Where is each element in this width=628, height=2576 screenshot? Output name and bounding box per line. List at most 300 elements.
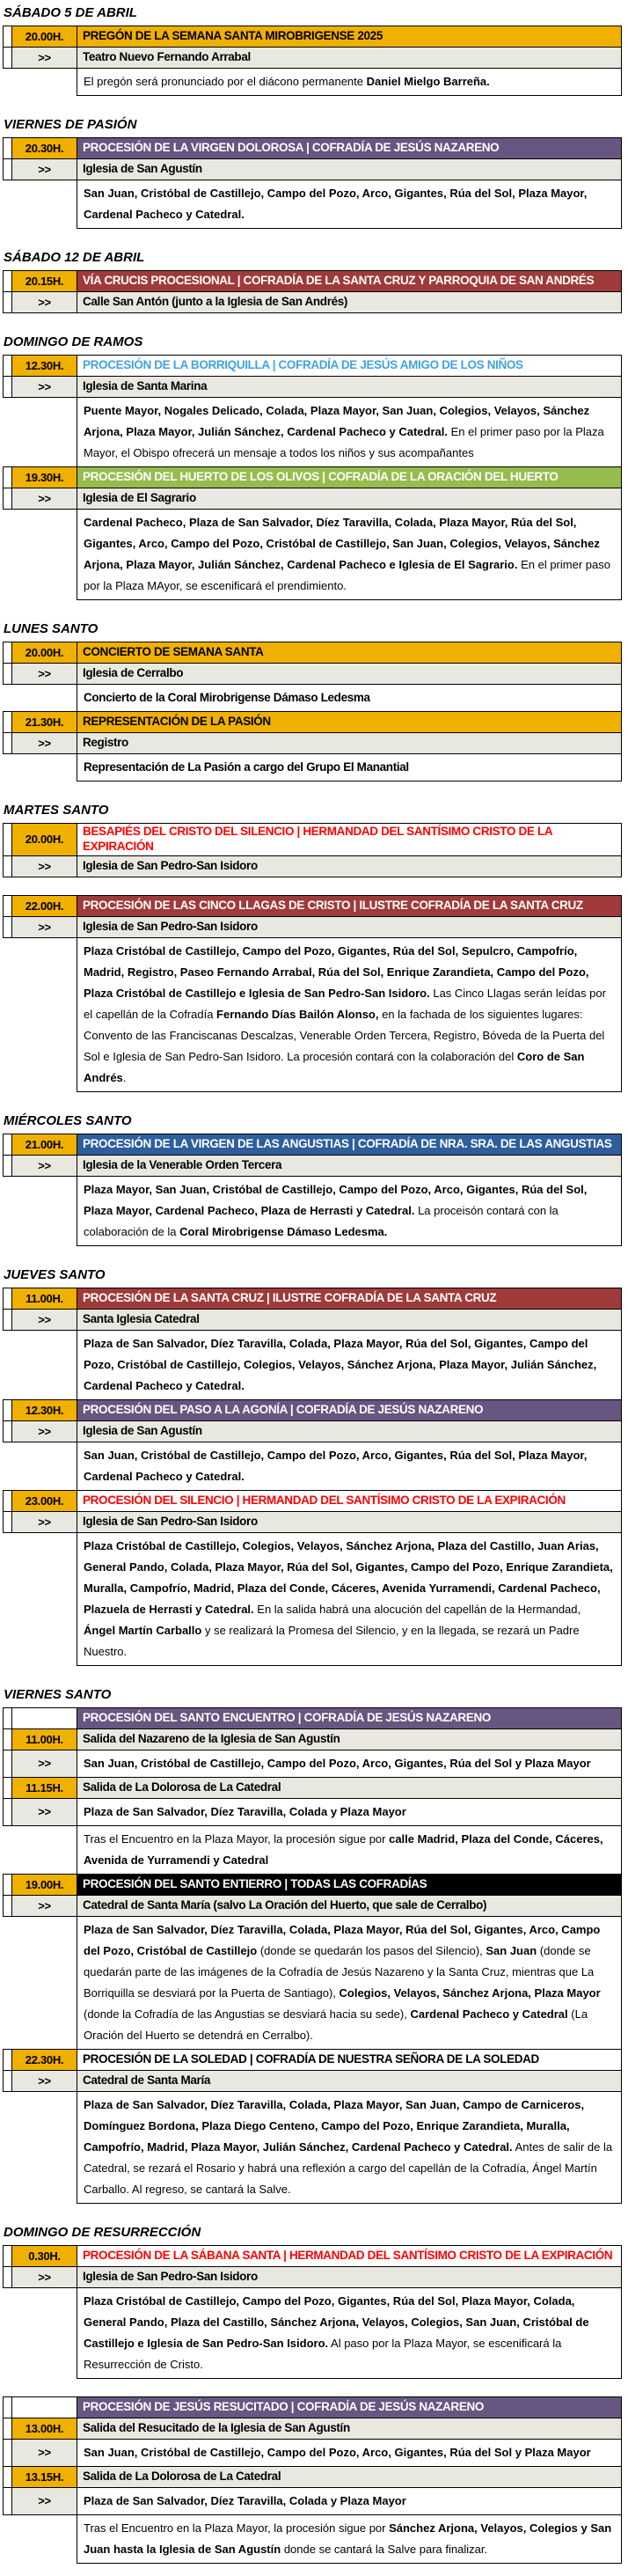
left-gutter: [4, 712, 12, 733]
description-bold-segment: Fernando Días Bailón Alonso,: [216, 1007, 379, 1021]
salida-cell: Salida de La Dolorosa de La Catedral: [77, 2466, 622, 2487]
row-title: [4, 1707, 622, 1728]
description-bold-segment: Plaza Cristóbal de Castillejo, Campo del Pozo, Gigantes, Rúa del Sol, Sepulcro, Campofrío, Madrid, Registro, Paseo Fernando Arrabal, Rúa del Sol, Enrique Zarandieta, Campo del Pozo, Plaza Cristóbal de Castillejo e Iglesia de San Pedro-San Isidoro.: [84, 943, 589, 1000]
left-gutter: [4, 1155, 12, 1176]
time-gutter: [12, 510, 77, 600]
time-cell: 20.15H.: [12, 271, 77, 292]
description-segment: y se realizará la Promesa del Silencio, y en la llegada, se rezará un Padre Nuestro.: [84, 1623, 580, 1658]
description-bold-segment: Sánchez Arjona, Velayos, Colegios y San Juan hasta la Iglesia de San Agustín: [84, 2521, 612, 2556]
event-table-body: [4, 1707, 622, 2203]
location-cell: Iglesia de Santa Marina: [77, 377, 622, 398]
description-segment: En el primer paso por la Plaza MAyor, se escenificará el prendimiento.: [84, 558, 610, 592]
event-table-body: [4, 2245, 622, 2378]
chevron-cell: >>: [12, 159, 77, 180]
left-gutter: [4, 159, 12, 180]
description-bold-segment: Puente Mayor, Nogales Delicado, Colada, Plaza Mayor, San Juan, Colegios, Velayos, Sánchez Arjona, Plaza Mayor, Julián Sánchez, Cardenal Pacheco y Catedral.: [84, 404, 590, 438]
left-gutter: [4, 1399, 12, 1420]
row-desc: [4, 510, 622, 600]
description-bold-segment: calle Madrid, Plaza del Conde, Cáceres, Avenida de Yurramendi y Catedral: [84, 1831, 603, 1867]
description-cell: [77, 2287, 622, 2378]
location-cell: Catedral de Santa María: [77, 2070, 622, 2091]
left-gutter: [4, 292, 12, 313]
description-segment: donde se cantará la Salve para finalizar.: [281, 2542, 488, 2556]
time-gutter: [12, 180, 77, 229]
time-cell: 20.30H.: [12, 138, 77, 159]
row-title: [4, 1288, 622, 1309]
description-cell: [77, 510, 622, 600]
row-title: [4, 2396, 622, 2418]
day-header: DOMINGO DE RAMOS: [4, 334, 143, 349]
row-desc: [4, 1916, 622, 2049]
empty-time-cell: [12, 1707, 77, 1728]
event-table: [3, 823, 622, 877]
description-bold-segment: Plaza Cristóbal de Castillejo, Colegios, Velayos, Sánchez Arjona, Plaza del Castillo, Juan Arias, General Pando, Colada, Plaza Mayor, Rúa del Sol, Gigantes, Campo del Pozo, Enrique Zarandieta, Muralla, Campofrío, Madrid, Plaza del Conde, Cáceres, Avenida Yurramendi, Cardenal Pacheco, Plazuela de Herrasti y Catedral.: [84, 1538, 613, 1616]
left-gutter: [4, 1288, 12, 1309]
left-gutter: [4, 1750, 12, 1777]
location-cell: Santa Iglesia Catedral: [77, 1309, 622, 1330]
left-gutter: [4, 824, 12, 856]
row-loc: [4, 1155, 622, 1176]
route-cell: [77, 1798, 622, 1825]
left-gutter: [4, 138, 12, 159]
day-section: [3, 334, 624, 600]
row-desc: [4, 1442, 622, 1490]
description-cell: [77, 1532, 622, 1665]
row-desc: [4, 1176, 622, 1245]
description-cell: [77, 685, 622, 712]
event-table: [3, 895, 622, 1092]
row-title: [4, 1134, 622, 1155]
description-bold-segment: Plaza de San Salvador, Díez Taravilla, Colada, Plaza Mayor, Rúa del Sol, Gigantes, Arco, Campo del Pozo, Cristóbal de Castillejo: [84, 1922, 601, 1957]
left-gutter: [4, 733, 12, 754]
event-table: [3, 355, 622, 600]
left-gutter: [4, 48, 12, 69]
left-gutter: [4, 2091, 12, 2203]
time-gutter: [12, 2287, 77, 2378]
time-cell: 13.00H.: [12, 2418, 77, 2439]
day-section: [3, 117, 624, 229]
location-cell: Iglesia de Cerralbo: [77, 664, 622, 685]
row-salida: [4, 2466, 622, 2487]
time-cell: 12.30H.: [12, 356, 77, 377]
left-gutter: [4, 180, 12, 229]
time-gutter: [12, 1532, 77, 1665]
left-gutter: [4, 1490, 12, 1511]
description-bold-segment: Colegios, Velayos, Sánchez Arjona, Plaza Mayor: [339, 1985, 601, 2000]
description-bold-segment: Coro de San Andrés: [84, 1049, 585, 1084]
chevron-cell: >>: [12, 1420, 77, 1442]
day-section: [3, 621, 624, 782]
description-cell: [77, 2091, 622, 2203]
route-segment: San Juan, Cristóbal de Castillejo, Campo del Pozo, Arco, Gigantes, Rúa del Sol y Plaza Mayor: [84, 1756, 591, 1770]
chevron-cell: >>: [12, 2070, 77, 2091]
left-gutter: [4, 2245, 12, 2266]
description-cell: [77, 937, 622, 1091]
event-title: PROCESIÓN DE LA VIRGEN DE LAS ANGUSTIAS | COFRADÍA DE NRA. SRA. DE LAS ANGUSTIAS: [77, 1134, 622, 1155]
left-gutter: [4, 488, 12, 510]
left-gutter: [4, 642, 12, 664]
description-segment: (donde la Cofradía de las Angustias se desviará hacia su sede),: [84, 2007, 411, 2021]
chevron-cell: >>: [12, 1895, 77, 1916]
time-gutter: [12, 1442, 77, 1490]
salida-cell: Salida del Resucitado de la Iglesia de San Agustín: [77, 2418, 622, 2439]
left-gutter: [4, 2070, 12, 2091]
location-cell: Calle San Antón (junto a la Iglesia de San Andrés): [77, 292, 622, 313]
day-section: [3, 1113, 624, 1246]
left-gutter: [4, 1916, 12, 2049]
event-table: [3, 1707, 622, 2204]
row-loc: [4, 1309, 622, 1330]
chevron-cell: >>: [12, 1798, 77, 1825]
left-gutter: [4, 685, 12, 712]
time-cell: 20.00H.: [12, 824, 77, 856]
row-desc: [4, 754, 622, 782]
time-cell: 0.30H.: [12, 2245, 77, 2266]
description-bold-segment: Plaza Mayor, San Juan, Cristóbal de Castillejo, Campo del Pozo, Arco, Gigantes, Rúa del Sol, Plaza Mayor, Cardenal Pacheco, Plaza de Herrasti y Catedral.: [84, 1182, 588, 1217]
left-gutter: [4, 1511, 12, 1532]
row-route: [4, 1798, 622, 1825]
left-gutter: [4, 271, 12, 292]
day-header: SÁBADO 12 DE ABRIL: [4, 250, 145, 265]
location-cell: Iglesia de San Pedro-San Isidoro: [77, 2266, 622, 2287]
left-gutter: [4, 1777, 12, 1798]
left-gutter: [4, 754, 12, 782]
description-segment: (La Oración del Huerto se detendrá en Cerralbo).: [84, 2007, 588, 2042]
event-table: [3, 137, 622, 229]
event-table-body: [4, 642, 622, 782]
left-gutter: [4, 895, 12, 916]
event-title: PROCESIÓN DEL PASO A LA AGONÍA | COFRADÍA DE JESÚS NAZARENO: [77, 1399, 622, 1420]
description-cell: [77, 1330, 622, 1399]
left-gutter: [4, 2049, 12, 2070]
row-title: [4, 642, 622, 664]
row-loc: [4, 1511, 622, 1532]
description-cell: [77, 398, 622, 467]
left-gutter: [4, 69, 12, 96]
event-title: PROCESIÓN DEL SANTO ENTIERRO | TODAS LAS COFRADÍAS: [77, 1874, 622, 1895]
left-gutter: [4, 664, 12, 685]
day-section: [3, 5, 624, 96]
event-table-body: [4, 1288, 622, 1665]
row-loc: [4, 377, 622, 398]
row-title: [4, 1874, 622, 1895]
row-loc: [4, 733, 622, 754]
row-desc: [4, 1532, 622, 1665]
chevron-cell: >>: [12, 292, 77, 313]
left-gutter: [4, 2418, 12, 2439]
day-section: [3, 250, 624, 313]
event-title: PROCESIÓN DEL HUERTO DE LOS OLIVOS | COFRADÍA DE LA ORACIÓN DEL HUERTO: [77, 467, 622, 488]
event-table: [3, 1288, 622, 1666]
row-title: [4, 712, 622, 733]
left-gutter: [4, 467, 12, 488]
event-title: PROCESIÓN DEL SANTO ENCUENTRO | COFRADÍA DE JESÚS NAZARENO: [77, 1707, 622, 1728]
row-loc: [4, 1420, 622, 1442]
time-gutter: [12, 398, 77, 467]
day-header: SÁBADO 5 DE ABRIL: [4, 5, 137, 20]
event-table: [3, 2245, 622, 2379]
day-header: VIERNES SANTO: [4, 1686, 112, 1702]
event-table-body: [4, 824, 622, 877]
chevron-cell: >>: [12, 664, 77, 685]
event-title: PROCESIÓN DE LA SOLEDAD | COFRADÍA DE NUESTRA SEÑORA DE LA SOLEDAD: [77, 2049, 622, 2070]
time-cell: 20.00H.: [12, 26, 77, 48]
description-segment: en la fachada de los siguientes lugares: Convento de las Franciscanas Descalzas, Venerable Orden Tercera, Registro, Bóveda de la Puerta del Sol e Iglesia de San Pedro-San Isidoro. La procesión contará con la colaboración del: [84, 1007, 605, 1063]
time-cell: 21.00H.: [12, 1134, 77, 1155]
row-loc: [4, 488, 622, 510]
day-header: JUEVES SANTO: [4, 1266, 106, 1282]
row-desc: [4, 180, 622, 229]
row-desc: [4, 1330, 622, 1399]
event-title: PROCESIÓN DEL SILENCIO | HERMANDAD DEL SANTÍSIMO CRISTO DE LA EXPIRACIÓN: [77, 1490, 622, 1511]
time-gutter: [12, 1825, 77, 1874]
route-cell: [77, 1750, 622, 1777]
chevron-cell: >>: [12, 377, 77, 398]
description-bold-segment: Plaza Cristóbal de Castillejo, Campo del Pozo, Gigantes, Rúa del Sol, Plaza Mayor, Colada, General Pando, Plaza del Castillo, Sánchez Arjona, Velayos, Colegios, San Juan, Cristóbal de Castillejo e Iglesia de San Pedro-San Isidoro.: [84, 2293, 589, 2350]
location-cell: Iglesia de El Sagrario: [77, 488, 622, 510]
chevron-cell: >>: [12, 1155, 77, 1176]
description-bold-segment: San Juan, Cristóbal de Castillejo, Campo del Pozo, Arco, Gigantes, Rúa del Sol, Plaza Mayor, Cardenal Pacheco y Catedral.: [84, 1448, 588, 1483]
left-gutter: [4, 1309, 12, 1330]
time-cell: 11.00H.: [12, 1728, 77, 1750]
time-cell: 19.30H.: [12, 467, 77, 488]
left-gutter: [4, 1532, 12, 1665]
location-cell: Registro: [77, 733, 622, 754]
row-desc: [4, 2287, 622, 2378]
day-header: LUNES SANTO: [4, 621, 99, 636]
left-gutter: [4, 2439, 12, 2466]
location-cell: Iglesia de San Pedro-San Isidoro: [77, 1511, 622, 1532]
time-gutter: [12, 1176, 77, 1245]
event-title: BESAPIÉS DEL CRISTO DEL SILENCIO | HERMANDAD DEL SANTÍSIMO CRISTO DE LA EXPIRACIÓN: [77, 824, 622, 856]
event-table: [3, 270, 622, 313]
left-gutter: [4, 1798, 12, 1825]
left-gutter: [4, 916, 12, 937]
time-gutter: [12, 937, 77, 1091]
description-cell: [77, 2514, 622, 2563]
row-title: [4, 271, 622, 292]
day-section: [3, 1687, 624, 2204]
left-gutter: [4, 1874, 12, 1895]
description-cell: [77, 180, 622, 229]
description-segment: Tras el Encuentro en la Plaza Mayor, la procesión sigue por: [84, 2521, 390, 2535]
left-gutter: [4, 2466, 12, 2487]
event-title: PROCESIÓN DE LAS CINCO LLAGAS DE CRISTO | ILUSTRE COFRADÍA DE LA SANTA CRUZ: [77, 895, 622, 916]
time-cell: 19.00H.: [12, 1874, 77, 1895]
chevron-cell: >>: [12, 1309, 77, 1330]
time-cell: 22.30H.: [12, 2049, 77, 2070]
event-table: [3, 26, 622, 96]
event-table-body: [4, 1134, 622, 1245]
time-cell: 20.00H.: [12, 642, 77, 664]
description-cell: [77, 1825, 622, 1874]
row-route: [4, 2487, 622, 2514]
chevron-cell: >>: [12, 1750, 77, 1777]
left-gutter: [4, 2266, 12, 2287]
day-header: MARTES SANTO: [4, 803, 109, 818]
description-segment: En la salida habrá una alocución del capellán de la Hermandad,: [253, 1602, 581, 1616]
route-segment: Plaza de San Salvador, Díez Taravilla, Colada y Plaza Mayor: [84, 1804, 406, 1818]
description-cell: [77, 1442, 622, 1490]
empty-time-cell: [12, 2396, 77, 2418]
location-cell: Iglesia de San Agustín: [77, 159, 622, 180]
row-title: [4, 467, 622, 488]
left-gutter: [4, 1330, 12, 1399]
left-gutter: [4, 356, 12, 377]
row-loc: [4, 2070, 622, 2091]
row-title: [4, 26, 622, 48]
left-gutter: [4, 398, 12, 467]
time-cell: 11.15H.: [12, 1777, 77, 1798]
day-header: DOMINGO DE RESURRECCIÓN: [4, 2224, 201, 2240]
day-section: [3, 2225, 624, 2564]
left-gutter: [4, 26, 12, 48]
row-desc: [4, 398, 622, 467]
left-gutter: [4, 2287, 12, 2378]
description-bold-segment: Daniel Mielgo Barreña.: [366, 75, 490, 88]
description-bold-segment: Coral Mirobrigense Dámaso Ledesma.: [179, 1224, 388, 1238]
description-bold-segment: Ángel Martín Carballo: [84, 1623, 202, 1637]
route-segment: Plaza de San Salvador, Díez Taravilla, Colada y Plaza Mayor: [84, 2493, 406, 2507]
event-title: REPRESENTACIÓN DE LA PASIÓN: [77, 712, 622, 733]
salida-cell: Salida del Nazareno de la Iglesia de San Agustín: [77, 1728, 622, 1750]
location-cell: Teatro Nuevo Fernando Arrabal: [77, 48, 622, 69]
chevron-cell: >>: [12, 488, 77, 510]
row-desc: [4, 69, 622, 96]
row-loc: [4, 916, 622, 937]
chevron-cell: >>: [12, 916, 77, 937]
row-salida: [4, 1728, 622, 1750]
event-table: [3, 642, 622, 782]
time-cell: 23.00H.: [12, 1490, 77, 1511]
row-desc: [4, 685, 622, 712]
left-gutter: [4, 1707, 12, 1728]
description-bold-segment: San Juan: [486, 1943, 537, 1957]
route-cell: [77, 2487, 622, 2514]
description-segment: (donde se quedarán los pasos del Silencio),: [257, 1943, 486, 1957]
description-cell: [77, 1176, 622, 1245]
chevron-cell: >>: [12, 855, 77, 877]
day-header: MIÉRCOLES SANTO: [4, 1112, 132, 1128]
row-desc: [4, 2091, 622, 2203]
event-title: PROCESIÓN DE LA SÁBANA SANTA | HERMANDAD DEL SANTÍSIMO CRISTO DE LA EXPIRACIÓN: [77, 2245, 622, 2266]
description-cell: [77, 1916, 622, 2049]
row-title: [4, 895, 622, 916]
row-loc: [4, 48, 622, 69]
time-gutter: [12, 2514, 77, 2563]
event-title: PROCESIÓN DE LA VIRGEN DOLOROSA | COFRADÍA DE JESÚS NAZARENO: [77, 138, 622, 159]
row-desc: [4, 2514, 622, 2563]
day-section: [3, 1267, 624, 1666]
row-desc: [4, 1825, 622, 1874]
row-loc: [4, 292, 622, 313]
time-gutter: [12, 69, 77, 96]
row-title: [4, 824, 622, 856]
left-gutter: [4, 855, 12, 877]
time-gutter: [12, 2091, 77, 2203]
description-segment: El pregón será pronunciado por el diácono permanente: [84, 75, 367, 88]
row-title: [4, 138, 622, 159]
time-cell: 21.30H.: [12, 712, 77, 733]
description-bold-segment: Cardenal Pacheco, Plaza de San Salvador, Díez Taravilla, Colada, Plaza Mayor, Rúa del Sol, Gigantes, Arco, Campo del Pozo, Cristóbal de Castillejo, San Juan, Colegios, Velayos, Sánchez Arjona, Plaza Mayor, Julián Sánchez, Cardenal Pacheco e Iglesia de El Sagrario.: [84, 516, 600, 571]
chevron-cell: >>: [12, 2439, 77, 2466]
row-title: [4, 356, 622, 377]
description-cell: [77, 754, 622, 782]
time-cell: 22.00H.: [12, 895, 77, 916]
left-gutter: [4, 1728, 12, 1750]
description-bold-segment: Concierto de la Coral Mirobrigense Dámaso Ledesma: [84, 691, 370, 704]
left-gutter: [4, 2487, 12, 2514]
location-cell: Catedral de Santa María (salvo La Oración del Huerto, que sale de Cerralbo): [77, 1895, 622, 1916]
event-table-body: [4, 895, 622, 1091]
event-title: PREGÓN DE LA SEMANA SANTA MIROBRIGENSE 2025: [77, 26, 622, 48]
event-table-body: [4, 26, 622, 96]
description-segment: La proceisón contará con la colaboración de la: [84, 1203, 559, 1238]
event-table: [3, 1134, 622, 1246]
time-gutter: [12, 685, 77, 712]
location-cell: Iglesia de San Pedro-San Isidoro: [77, 855, 622, 877]
chevron-cell: >>: [12, 733, 77, 754]
chevron-cell: >>: [12, 1511, 77, 1532]
event-table-body: [4, 271, 622, 313]
description-segment: Antes de salir de la Catedral, se rezará el Rosario y habrá una reflexión a cargo del capellán de la Cofradía, Ángel Martín Carballo. Al regreso, se cantará la Salve.: [84, 2139, 613, 2196]
event-table: [3, 2396, 622, 2564]
description-bold-segment: San Juan, Cristóbal de Castillejo, Campo del Pozo, Arco, Gigantes, Rúa del Sol, Plaza Mayor, Cardenal Pacheco y Catedral.: [84, 187, 588, 221]
event-title: VÍA CRUCIS PROCESIONAL | COFRADÍA DE LA SANTA CRUZ Y PARROQUIA DE SAN ANDRÉS: [77, 271, 622, 292]
day-section: [3, 803, 624, 1092]
left-gutter: [4, 2514, 12, 2563]
location-cell: Iglesia de San Pedro-San Isidoro: [77, 916, 622, 937]
description-segment: Al paso por la Plaza Mayor, se escenificará la Resurrección de Cristo.: [84, 2336, 562, 2371]
event-title: PROCESIÓN DE LA BORRIQUILLA | COFRADÍA DE JESÚS AMIGO DE LOS NIÑOS: [77, 356, 622, 377]
event-title: CONCIERTO DE SEMANA SANTA: [77, 642, 622, 664]
description-bold-segment: Representación de La Pasión a cargo del Grupo El Manantial: [84, 760, 409, 774]
time-gutter: [12, 1916, 77, 2049]
left-gutter: [4, 1895, 12, 1916]
row-loc: [4, 664, 622, 685]
description-segment: (donde se quedarán parte de las imágenes de la Cofradía de Jesús Nazareno y la Santa Cruz, mientras que La Borriquilla se desviará por la Puerta de Santiago),: [84, 1943, 595, 2000]
location-cell: Iglesia de San Agustín: [77, 1420, 622, 1442]
time-gutter: [12, 754, 77, 782]
salida-cell: Salida de La Dolorosa de La Catedral: [77, 1777, 622, 1798]
row-title: [4, 2049, 622, 2070]
row-route: [4, 2439, 622, 2466]
time-cell: 12.30H.: [12, 1399, 77, 1420]
time-gutter: [12, 1330, 77, 1399]
row-loc: [4, 855, 622, 877]
row-salida: [4, 2418, 622, 2439]
event-table-body: [4, 356, 622, 600]
left-gutter: [4, 510, 12, 600]
row-loc: [4, 1895, 622, 1916]
chevron-cell: >>: [12, 2266, 77, 2287]
row-desc: [4, 937, 622, 1091]
row-title: [4, 1490, 622, 1511]
location-cell: Iglesia de la Venerable Orden Tercera: [77, 1155, 622, 1176]
left-gutter: [4, 937, 12, 1091]
event-title: PROCESIÓN DE JESÚS RESUCITADO | COFRADÍA DE JESÚS NAZARENO: [77, 2396, 622, 2418]
route-segment: San Juan, Cristóbal de Castillejo, Campo del Pozo, Arco, Gigantes, Rúa del Sol y Plaza Mayor: [84, 2445, 591, 2459]
description-bold-segment: Cardenal Pacheco y Catedral: [410, 2007, 568, 2021]
row-title: [4, 2245, 622, 2266]
chevron-cell: >>: [12, 2487, 77, 2514]
left-gutter: [4, 377, 12, 398]
event-title: PROCESIÓN DE LA SANTA CRUZ | ILUSTRE COFRADÍA DE LA SANTA CRUZ: [77, 1288, 622, 1309]
description-cell: [77, 69, 622, 96]
description-bold-segment: Plaza de San Salvador, Díez Taravilla, Colada, Plaza Mayor, Rúa del Sol, Gigantes, Campo del Pozo, Cristóbal de Castillejo, Colegios, Velayos, Sánchez Arjona, Plaza Mayor, Julián Sánchez, Cardenal Pacheco y Catedral.: [84, 1336, 597, 1392]
row-salida: [4, 1777, 622, 1798]
event-table-body: [4, 2396, 622, 2563]
